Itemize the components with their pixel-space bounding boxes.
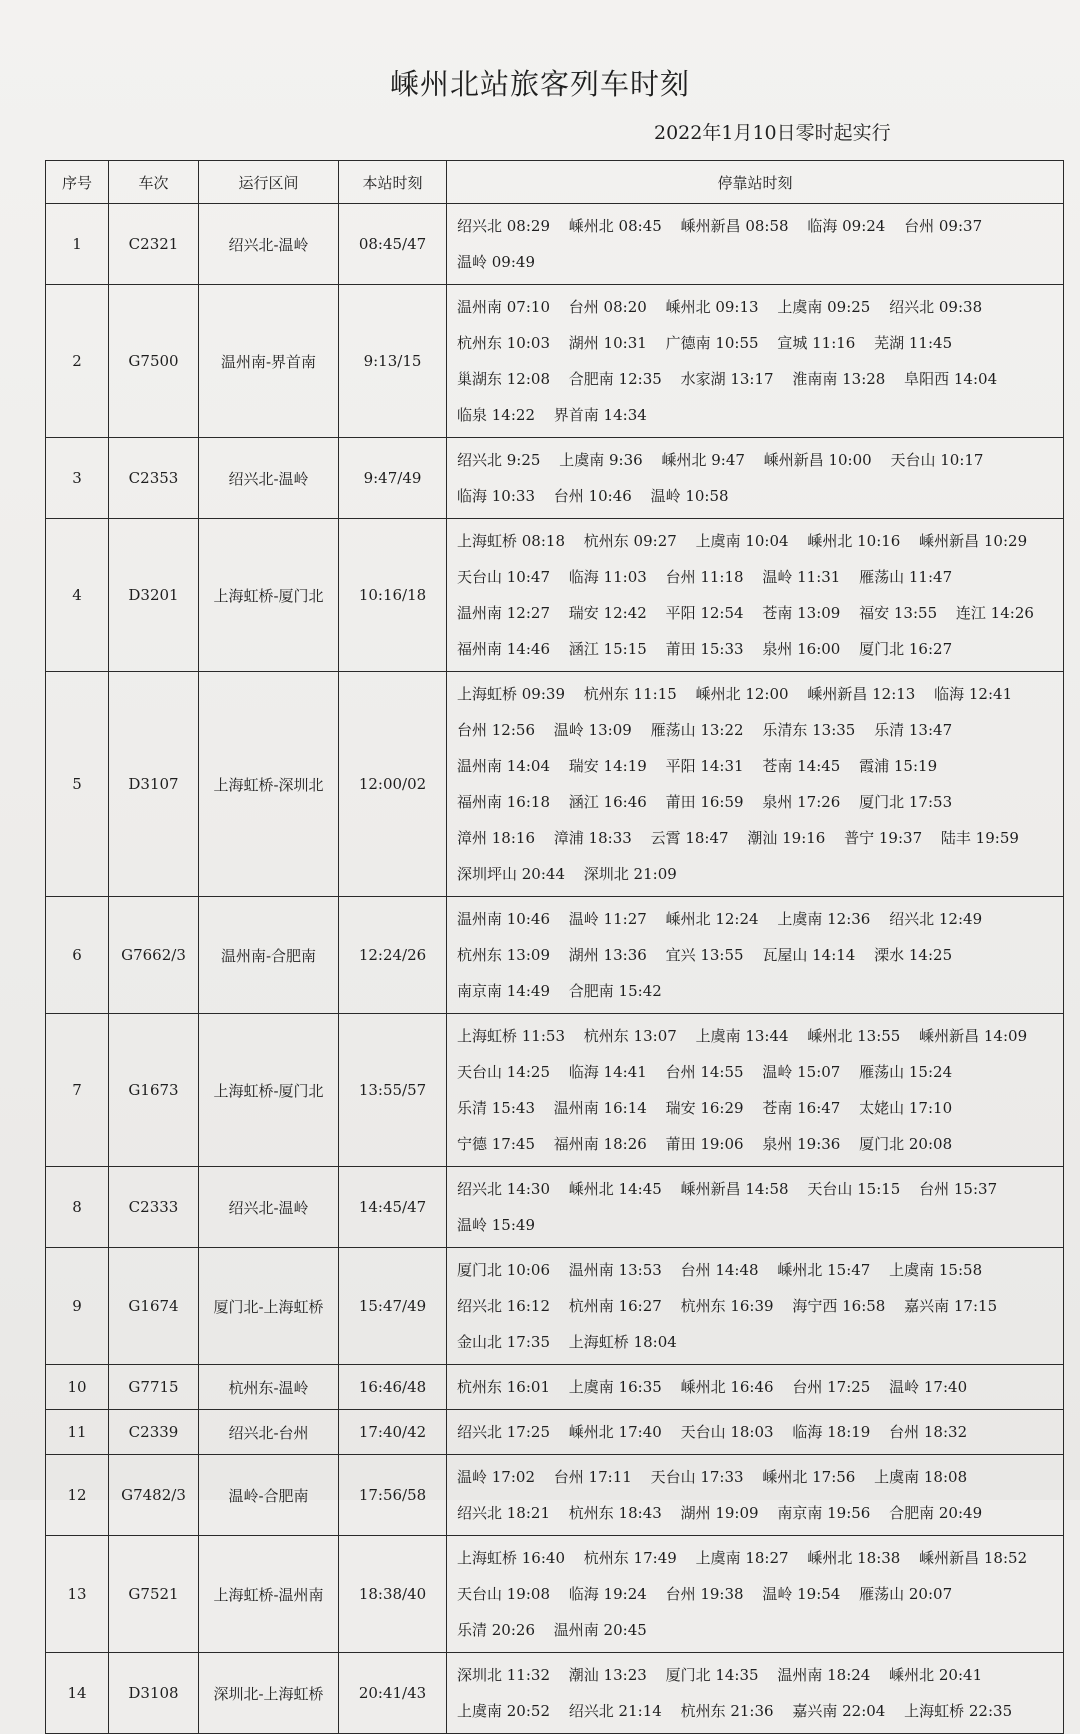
table-row: [46, 1167, 1064, 1248]
table-row: [46, 1536, 1064, 1653]
stop-entry: 合肥南 12:35: [568, 370, 662, 388]
stop-entry: 南京南 14:49: [457, 982, 550, 1000]
stop-entry: 莆田 16:59: [665, 793, 744, 811]
stop-entry: 雁荡山 15:24: [859, 1063, 953, 1081]
table-row: [46, 1014, 1064, 1167]
stop-entry: 杭州东 09:27: [583, 532, 677, 550]
stop-entry: 太姥山 17:10: [859, 1099, 953, 1117]
stop-entry: 上海虹桥 18:04: [568, 1333, 677, 1351]
stops-cell: [447, 1536, 1064, 1653]
stop-entry: 合肥南 15:42: [568, 982, 662, 1000]
stop-entry: 嵊州新昌 18:52: [919, 1549, 1028, 1567]
stop-entry: 湖州 10:31: [568, 334, 647, 352]
stop-entry: 瓦屋山 14:14: [762, 946, 856, 964]
stop-entry: 深圳坪山 20:44: [457, 865, 565, 883]
stop-entry: 福州南 18:26: [553, 1135, 647, 1153]
stop-entry: 泉州 19:36: [762, 1135, 841, 1153]
header-station-time: 本站时刻: [339, 161, 447, 204]
header-route: 运行区间: [199, 161, 339, 204]
table-row: [46, 204, 1064, 285]
stop-entry: 雁荡山 13:22: [650, 721, 744, 739]
stop-entry: 台州 08:20: [568, 298, 647, 316]
stop-entry: 瑞安 12:42: [568, 604, 647, 622]
row-number: 9: [46, 1248, 109, 1365]
stop-entry: 上海虹桥 08:18: [457, 532, 565, 550]
row-number: 3: [46, 438, 109, 519]
stop-entry: 海宁西 16:58: [792, 1297, 886, 1315]
stop-entry: 天台山 18:03: [680, 1423, 774, 1441]
row-number: 7: [46, 1014, 109, 1167]
stop-entry: 绍兴北 17:25: [457, 1423, 550, 1441]
station-time: 18:38/40: [339, 1536, 447, 1653]
stop-entry: 杭州东 21:36: [680, 1702, 774, 1720]
station-time: 10:16/18: [339, 519, 447, 672]
stops-cell: [447, 1455, 1064, 1536]
stop-entry: 陆丰 19:59: [940, 829, 1019, 847]
stop-entry: 嘉兴南 17:15: [904, 1297, 998, 1315]
table-row: [46, 519, 1064, 672]
stop-entry: 宁德 17:45: [457, 1135, 535, 1153]
stop-entry: 天台山 17:33: [650, 1468, 744, 1486]
row-number: 6: [46, 897, 109, 1014]
stop-entry: 苍南 13:09: [762, 604, 841, 622]
stop-entry: 漳浦 18:33: [553, 829, 632, 847]
stop-entry: 上虞南 10:04: [695, 532, 789, 550]
table-row: [46, 897, 1064, 1014]
stop-entry: 湖州 19:09: [680, 1504, 759, 1522]
table-row: [46, 1653, 1064, 1734]
station-time: 08:45/47: [339, 204, 447, 285]
page-title: 嵊州北站旅客列车时刻: [389, 67, 690, 101]
stop-entry: 瑞安 14:19: [568, 757, 647, 775]
stop-entry: 厦门北 17:53: [859, 793, 953, 811]
stop-entry: 台州 17:11: [553, 1468, 632, 1486]
stop-entry: 温岭 11:27: [568, 910, 647, 928]
stop-entry: 绍兴北 09:38: [889, 298, 983, 316]
table-row: [46, 285, 1064, 438]
stop-entry: 广德南 10:55: [665, 334, 759, 352]
row-number: 14: [46, 1653, 109, 1734]
stop-entry: 温岭 10:58: [650, 487, 729, 505]
stop-entry: 云霄 18:47: [650, 829, 729, 847]
table-row: [46, 1410, 1064, 1455]
stops-cell: [447, 1365, 1064, 1410]
train-number: G7482/3: [109, 1455, 199, 1536]
stop-entry: 涵江 16:46: [568, 793, 647, 811]
stop-entry: 上虞南 09:25: [777, 298, 871, 316]
stop-entry: 杭州东 16:01: [457, 1378, 550, 1396]
stop-entry: 潮汕 13:23: [568, 1666, 647, 1684]
stop-entry: 嵊州北 12:00: [695, 685, 789, 703]
stop-entry: 嵊州新昌 10:29: [919, 532, 1028, 550]
stop-entry: 临海 18:19: [792, 1423, 871, 1441]
train-number: C2339: [109, 1410, 199, 1455]
stop-entry: 温岭 11:31: [762, 568, 841, 586]
stop-entry: 平阳 14:31: [665, 757, 744, 775]
train-number: D3108: [109, 1653, 199, 1734]
stop-entry: 温岭 13:09: [553, 721, 632, 739]
stop-entry: 上海虹桥 09:39: [457, 685, 565, 703]
stops-cell: [447, 519, 1064, 672]
stop-entry: 嵊州新昌 08:58: [680, 217, 789, 235]
stop-entry: 温岭 15:07: [762, 1063, 841, 1081]
train-number: G7521: [109, 1536, 199, 1653]
stop-entry: 临海 09:24: [807, 217, 886, 235]
route: 上海虹桥-厦门北: [199, 1014, 339, 1167]
stop-entry: 嵊州北 10:16: [807, 532, 901, 550]
row-number: 10: [46, 1365, 109, 1410]
stop-entry: 泉州 17:26: [762, 793, 841, 811]
stop-entry: 厦门北 14:35: [665, 1666, 759, 1684]
station-time: 12:24/26: [339, 897, 447, 1014]
route: 杭州东-温岭: [199, 1365, 339, 1410]
stop-entry: 霞浦 15:19: [859, 757, 938, 775]
station-time: 16:46/48: [339, 1365, 447, 1410]
stop-entry: 福安 13:55: [859, 604, 938, 622]
stop-entry: 温州南 10:46: [457, 910, 550, 928]
stop-entry: 温州南 14:04: [457, 757, 550, 775]
train-number: D3107: [109, 672, 199, 897]
stop-entry: 连江 14:26: [955, 604, 1034, 622]
route: 绍兴北-温岭: [199, 204, 339, 285]
table-row: [46, 438, 1064, 519]
row-number: 1: [46, 204, 109, 285]
stop-entry: 嵊州北 20:41: [889, 1666, 983, 1684]
stop-entry: 台州 14:55: [665, 1063, 744, 1081]
stop-entry: 溧水 14:25: [874, 946, 953, 964]
row-number: 12: [46, 1455, 109, 1536]
stop-entry: 福州南 16:18: [457, 793, 550, 811]
row-number: 11: [46, 1410, 109, 1455]
stop-entry: 芜湖 11:45: [874, 334, 953, 352]
stop-entry: 泉州 16:00: [762, 640, 841, 658]
stop-entry: 绍兴北 21:14: [568, 1702, 662, 1720]
stop-entry: 嵊州北 13:55: [807, 1027, 901, 1045]
stop-entry: 嵊州北 18:38: [807, 1549, 901, 1567]
stop-entry: 乐清 13:47: [874, 721, 953, 739]
stops-cell: [447, 672, 1064, 897]
stop-entry: 临泉 14:22: [457, 406, 535, 424]
row-number: 5: [46, 672, 109, 897]
stop-entry: 嘉兴南 22:04: [792, 1702, 886, 1720]
header-train: 车次: [109, 161, 199, 204]
stop-entry: 温州南 20:45: [553, 1621, 647, 1639]
stop-entry: 嵊州新昌 12:13: [807, 685, 916, 703]
stop-entry: 乐清东 13:35: [762, 721, 856, 739]
stop-entry: 绍兴北 16:12: [457, 1297, 550, 1315]
stop-entry: 临海 10:33: [457, 487, 535, 505]
stop-entry: 上海虹桥 16:40: [457, 1549, 565, 1567]
stop-entry: 界首南 14:34: [553, 406, 647, 424]
stop-entry: 临海 11:03: [568, 568, 647, 586]
stop-entry: 厦门北 10:06: [457, 1261, 550, 1279]
header-row: [46, 161, 1064, 204]
stops-cell: [447, 438, 1064, 519]
timetable-body: [46, 204, 1064, 1734]
stop-entry: 绍兴北 18:21: [457, 1504, 550, 1522]
effective-date: 2022年1月10日零时起实行: [654, 122, 891, 144]
train-number: C2321: [109, 204, 199, 285]
stop-entry: 温岭 17:02: [457, 1468, 535, 1486]
stop-entry: 绍兴北 9:25: [457, 451, 541, 469]
stop-entry: 温岭 09:49: [457, 253, 535, 271]
stops-cell: [447, 285, 1064, 438]
station-time: 13:55/57: [339, 1014, 447, 1167]
stop-entry: 巢湖东 12:08: [457, 370, 550, 388]
stops-cell: [447, 1410, 1064, 1455]
station-time: 12:00/02: [339, 672, 447, 897]
stop-entry: 天台山 19:08: [457, 1585, 550, 1603]
stop-entry: 湖州 13:36: [568, 946, 647, 964]
stop-entry: 深圳北 11:32: [457, 1666, 550, 1684]
table-row: [46, 1365, 1064, 1410]
stop-entry: 杭州东 11:15: [583, 685, 677, 703]
stop-entry: 上虞南 9:36: [559, 451, 643, 469]
stop-entry: 温岭 19:54: [762, 1585, 841, 1603]
stop-entry: 天台山 14:25: [457, 1063, 550, 1081]
stop-entry: 嵊州北 15:47: [777, 1261, 871, 1279]
stop-entry: 苍南 16:47: [762, 1099, 841, 1117]
stop-entry: 平阳 12:54: [665, 604, 744, 622]
stop-entry: 莆田 19:06: [665, 1135, 744, 1153]
stop-entry: 杭州南 16:27: [568, 1297, 662, 1315]
stop-entry: 上虞南 20:52: [457, 1702, 550, 1720]
route: 上海虹桥-厦门北: [199, 519, 339, 672]
table-row: [46, 672, 1064, 897]
stop-entry: 上虞南 18:27: [695, 1549, 789, 1567]
stops-cell: [447, 1248, 1064, 1365]
station-time: 17:56/58: [339, 1455, 447, 1536]
stop-entry: 台州 19:38: [665, 1585, 744, 1603]
stop-entry: 温州南 18:24: [777, 1666, 871, 1684]
train-number: G7662/3: [109, 897, 199, 1014]
stop-entry: 台州 11:18: [665, 568, 744, 586]
row-number: 2: [46, 285, 109, 438]
stop-entry: 嵊州新昌 14:58: [680, 1180, 789, 1198]
stops-cell: [447, 1653, 1064, 1734]
station-time: 9:13/15: [339, 285, 447, 438]
stop-entry: 温州南 16:14: [553, 1099, 647, 1117]
stop-entry: 临海 12:41: [934, 685, 1013, 703]
station-time: 14:45/47: [339, 1167, 447, 1248]
route: 温州南-界首南: [199, 285, 339, 438]
stop-entry: 台州 14:48: [680, 1261, 759, 1279]
stop-entry: 台州 10:46: [553, 487, 632, 505]
stop-entry: 台州 17:25: [792, 1378, 871, 1396]
stop-entry: 瑞安 16:29: [665, 1099, 744, 1117]
stop-entry: 嵊州北 12:24: [665, 910, 759, 928]
stop-entry: 宣城 11:16: [777, 334, 856, 352]
stop-entry: 嵊州北 17:56: [762, 1468, 856, 1486]
stop-entry: 嵊州北 14:45: [568, 1180, 662, 1198]
train-number: G1673: [109, 1014, 199, 1167]
station-time: 9:47/49: [339, 438, 447, 519]
stop-entry: 天台山 15:15: [807, 1180, 901, 1198]
stop-entry: 上虞南 12:36: [777, 910, 871, 928]
stop-entry: 绍兴北 08:29: [457, 217, 550, 235]
stops-cell: [447, 1167, 1064, 1248]
stop-entry: 南京南 19:56: [777, 1504, 871, 1522]
stop-entry: 杭州东 13:09: [457, 946, 550, 964]
stop-entry: 上海虹桥 11:53: [457, 1027, 565, 1045]
stop-entry: 天台山 10:17: [890, 451, 984, 469]
stop-entry: 莆田 15:33: [665, 640, 744, 658]
stop-entry: 福州南 14:46: [457, 640, 550, 658]
stop-entry: 上虞南 15:58: [889, 1261, 983, 1279]
stop-entry: 嵊州北 09:13: [665, 298, 759, 316]
stop-entry: 普宁 19:37: [844, 829, 923, 847]
stop-entry: 嵊州北 17:40: [568, 1423, 662, 1441]
header-stops: 停靠站时刻: [447, 161, 1064, 204]
stop-entry: 厦门北 20:08: [859, 1135, 953, 1153]
stop-entry: 杭州东 16:39: [680, 1297, 774, 1315]
stop-entry: 水家湖 13:17: [680, 370, 774, 388]
stop-entry: 天台山 10:47: [457, 568, 550, 586]
stop-entry: 厦门北 16:27: [859, 640, 953, 658]
station-time: 20:41/43: [339, 1653, 447, 1734]
stops-cell: [447, 1014, 1064, 1167]
route: 上海虹桥-深圳北: [199, 672, 339, 897]
stop-entry: 嵊州北 16:46: [680, 1378, 774, 1396]
stop-entry: 苍南 14:45: [762, 757, 841, 775]
stop-entry: 乐清 15:43: [457, 1099, 535, 1117]
row-number: 13: [46, 1536, 109, 1653]
stop-entry: 临海 19:24: [568, 1585, 647, 1603]
timetable: [45, 160, 1064, 1734]
stop-entry: 嵊州新昌 10:00: [763, 451, 872, 469]
route: 绍兴北-温岭: [199, 438, 339, 519]
stops-cell: [447, 897, 1064, 1014]
stop-entry: 台州 15:37: [919, 1180, 998, 1198]
train-number: G7715: [109, 1365, 199, 1410]
route: 绍兴北-温岭: [199, 1167, 339, 1248]
stop-entry: 温州南 13:53: [568, 1261, 662, 1279]
stop-entry: 宜兴 13:55: [665, 946, 744, 964]
stop-entry: 上虞南 18:08: [874, 1468, 968, 1486]
row-number: 4: [46, 519, 109, 672]
stop-entry: 台州 12:56: [457, 721, 535, 739]
train-number: C2333: [109, 1167, 199, 1248]
stop-entry: 深圳北 21:09: [583, 865, 677, 883]
stop-entry: 杭州东 13:07: [583, 1027, 677, 1045]
stop-entry: 嵊州北 08:45: [568, 217, 662, 235]
table-row: [46, 1248, 1064, 1365]
stop-entry: 温岭 17:40: [889, 1378, 968, 1396]
route: 上海虹桥-温州南: [199, 1536, 339, 1653]
route: 温州南-合肥南: [199, 897, 339, 1014]
stop-entry: 金山北 17:35: [457, 1333, 550, 1351]
stop-entry: 上虞南 13:44: [695, 1027, 789, 1045]
train-number: G7500: [109, 285, 199, 438]
route: 深圳北-上海虹桥: [199, 1653, 339, 1734]
stop-entry: 台州 09:37: [904, 217, 983, 235]
stop-entry: 阜阳西 14:04: [904, 370, 998, 388]
stops-cell: [447, 204, 1064, 285]
stop-entry: 温州南 12:27: [457, 604, 550, 622]
train-number: D3201: [109, 519, 199, 672]
route: 厦门北-上海虹桥: [199, 1248, 339, 1365]
stop-entry: 上虞南 16:35: [568, 1378, 662, 1396]
header-no: 序号: [46, 161, 109, 204]
stop-entry: 临海 14:41: [568, 1063, 647, 1081]
stop-entry: 潮汕 19:16: [747, 829, 826, 847]
stop-entry: 上海虹桥 22:35: [904, 1702, 1013, 1720]
stop-entry: 绍兴北 14:30: [457, 1180, 550, 1198]
stop-entry: 杭州东 17:49: [583, 1549, 677, 1567]
route: 绍兴北-台州: [199, 1410, 339, 1455]
stop-entry: 乐清 20:26: [457, 1621, 535, 1639]
stop-entry: 温岭 15:49: [457, 1216, 535, 1234]
stop-entry: 台州 18:32: [889, 1423, 968, 1441]
station-time: 17:40/42: [339, 1410, 447, 1455]
station-time: 15:47/49: [339, 1248, 447, 1365]
stop-entry: 雁荡山 11:47: [859, 568, 953, 586]
stop-entry: 雁荡山 20:07: [859, 1585, 953, 1603]
stop-entry: 涵江 15:15: [568, 640, 647, 658]
stop-entry: 漳州 18:16: [457, 829, 535, 847]
stop-entry: 淮南南 13:28: [792, 370, 886, 388]
stop-entry: 嵊州新昌 14:09: [919, 1027, 1028, 1045]
stop-entry: 杭州东 10:03: [457, 334, 550, 352]
stop-entry: 合肥南 20:49: [889, 1504, 983, 1522]
route: 温岭-合肥南: [199, 1455, 339, 1536]
train-number: C2353: [109, 438, 199, 519]
train-number: G1674: [109, 1248, 199, 1365]
stop-entry: 杭州东 18:43: [568, 1504, 662, 1522]
stop-entry: 嵊州北 9:47: [661, 451, 745, 469]
stop-entry: 绍兴北 12:49: [889, 910, 983, 928]
table-row: [46, 1455, 1064, 1536]
row-number: 8: [46, 1167, 109, 1248]
stop-entry: 温州南 07:10: [457, 298, 550, 316]
